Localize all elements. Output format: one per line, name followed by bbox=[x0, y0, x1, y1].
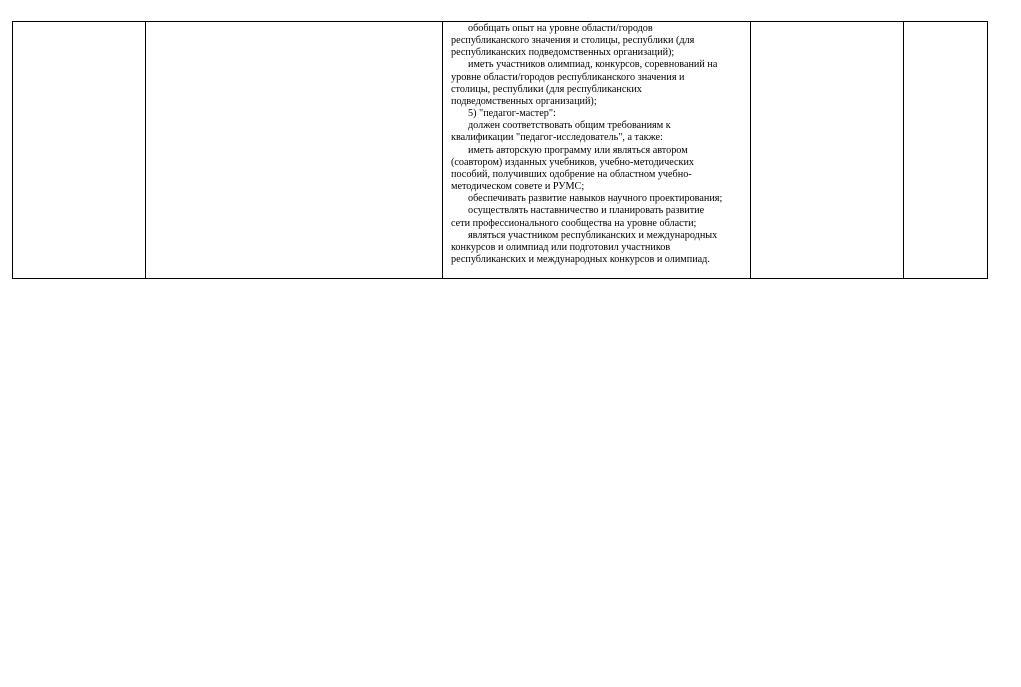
table-cell-col2 bbox=[146, 22, 443, 279]
text-line: 5) "педагог-мастер": bbox=[468, 108, 556, 120]
text-line: иметь участников олимпиад, конкурсов, соревнований на bbox=[468, 59, 718, 71]
table-cell-requirements bbox=[443, 22, 751, 279]
table-cell-col5 bbox=[904, 22, 988, 279]
table-row bbox=[13, 22, 988, 279]
text-line: обобщать опыт на уровне области/городов bbox=[468, 23, 653, 34]
text-line: методическом совете и РУМС; bbox=[451, 181, 585, 193]
table-cell-col4 bbox=[751, 22, 904, 279]
text-line: республиканских подведомственных организаций); bbox=[451, 47, 675, 59]
text-line: квалификации "педагог-исследователь", а также: bbox=[451, 132, 663, 144]
text-line: должен соответствовать общим требованиям к bbox=[468, 120, 671, 132]
text-line: сети профессионального сообщества на уровне области; bbox=[451, 217, 697, 229]
text-line: республиканского значения и столицы, республики (для bbox=[451, 35, 695, 47]
text-line: республиканских и международных конкурсов и олимпиад. bbox=[451, 253, 710, 265]
text-line: подведомственных организаций); bbox=[451, 95, 597, 107]
text-line: столицы, республики (для республиканских bbox=[451, 83, 642, 95]
text-line: конкурсов и олимпиад или подготовил участников bbox=[451, 241, 671, 253]
text-line: являться участником республиканских и международных bbox=[468, 229, 718, 241]
text-line: пособий, получивших одобрение на областном учебно- bbox=[451, 168, 692, 180]
text-line: уровне области/городов республиканского значения и bbox=[451, 71, 685, 83]
requirements-text bbox=[443, 22, 750, 266]
document-table bbox=[12, 21, 988, 279]
text-line: (соавтором) изданных учебников, учебно-методических bbox=[451, 156, 695, 168]
table-cell-col1 bbox=[13, 22, 146, 279]
text-line: осуществлять наставничество и планировать развитие bbox=[468, 205, 705, 217]
text-line: обеспечивать развитие навыков научного проектирования; bbox=[468, 193, 723, 205]
text-line: иметь авторскую программу или являться автором bbox=[468, 144, 688, 156]
